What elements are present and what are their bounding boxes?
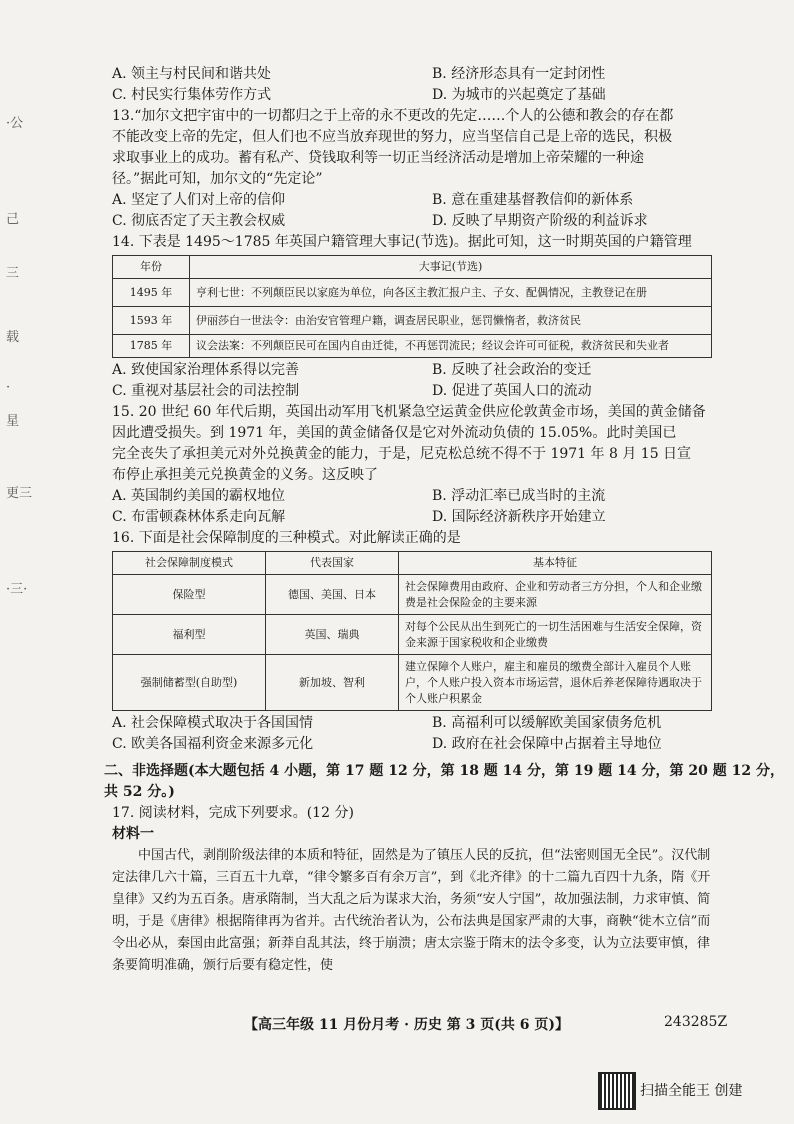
q13-line: 13.“加尔文把宇宙中的一切都归之于上帝的永不更改的先定……个人的公德和教会的存在都 xyxy=(112,108,674,124)
q14-option-d: D. 促进了英国人口的流动 xyxy=(432,383,592,399)
q17-material: 中国古代，剥削阶级法律的本质和特征，固然是为了镇压人民的反抗，但“法密则国无全民”。汉代制定法律几六十篇，三百五十九章，“律令繁多百有余万言”，到《北齐律》的十二篇九百四十九条，隋《开皇律》又约为五百条。唐承隋制，当大乱之后为谋求大治，务须“安人宁国”，故加强法制，力求审慎、简明，于是《唐律》根据隋律再为省并。古代统治者认为，公布法典是国家严肃的大事，商鞅“徙木立信”而令出必从，秦国由此富强；新莽自乱其法，终于崩溃；唐太宗鉴于隋末的法令多变，认为立法要审慎，律条要简明准确，颁行后要有稳定性，使 xyxy=(112,848,711,973)
q14-year: 1785 年 xyxy=(113,335,190,358)
q17-material-title: 材料一 xyxy=(112,826,154,842)
q14-options xyxy=(112,360,712,402)
q16-options xyxy=(112,713,712,755)
q13-option-b: B. 意在重建基督教信仰的新体系 xyxy=(432,192,634,208)
q15-line: 15. 20 世纪 60 年代后期，英国出动军用飞机紧急空运黄金供应伦敦黄金市场，美国的黄金储备 xyxy=(112,404,706,420)
q14-year: 1593 年 xyxy=(113,307,190,335)
margin-mark: 载 xyxy=(6,330,20,345)
q16-mode: 保险型 xyxy=(113,575,266,615)
q12-option-c: C. 村民实行集体劳作方式 xyxy=(112,87,272,103)
q14-event: 伊丽莎白一世法令：由治安官管理户籍，调查居民职业，惩罚懒惰者，救济贫民 xyxy=(190,307,712,335)
q15-option-b: B. 浮动汇率已成当时的主流 xyxy=(432,488,606,504)
q13-option-d: D. 反映了早期资产阶级的利益诉求 xyxy=(432,213,648,229)
q14-option-c: C. 重视对基层社会的司法控制 xyxy=(112,383,300,399)
scanner-watermark: 扫描全能王 创建 xyxy=(640,1083,743,1099)
q13-options xyxy=(112,190,712,232)
margin-mark: ·三· xyxy=(6,582,28,597)
q15-line: 完全丧失了承担美元对外兑换黄金的能力，于是，尼克松总统不得不于 1971 年 8 月 15 日宣 xyxy=(112,446,692,462)
q12-options xyxy=(112,64,712,106)
q14-stem: 14. 下表是 1495～1785 年英国户籍管理大事记(节选)。据此可知，这一时期英国的户籍管理 xyxy=(112,234,692,250)
q16-feature: 社会保障费用由政府、企业和劳动者三方分担，个人和企业缴费是社会保险金的主要来源 xyxy=(399,575,712,615)
q16-header-mode: 社会保障制度模式 xyxy=(113,552,266,575)
q15-option-d: D. 国际经济新秩序开始建立 xyxy=(432,509,606,525)
question-16 xyxy=(112,528,712,755)
question-13 xyxy=(112,106,712,232)
margin-mark: 星 xyxy=(6,414,20,429)
q15-line: 因此遭受损失。到 1971 年，美国的黄金储备仅是它对外流动负债的 15.05%。此时美国已 xyxy=(112,425,677,441)
q14-event: 亨利七世：不列颠臣民以家庭为单位，向各区主教汇报户主、子女、配偶情况，主教登记在册 xyxy=(190,279,712,307)
margin-mark: 三 xyxy=(6,266,20,281)
table-row xyxy=(113,307,712,335)
question-15 xyxy=(112,402,712,528)
table-row xyxy=(113,575,712,615)
footer-code: 243285Z xyxy=(664,1014,728,1030)
q16-feature: 建立保障个人账户，雇主和雇员的缴费全部计入雇员个人账户，个人账户投入资本市场运营，退休后养老保障待遇取决于个人账户积累金 xyxy=(399,655,712,711)
q15-line: 布停止承担美元兑换黄金的义务。这反映了 xyxy=(112,467,378,483)
q16-feature: 对每个公民从出生到死亡的一切生活困难与生活安全保障，资金来源于国家税收和企业缴费 xyxy=(399,615,712,655)
question-14 xyxy=(112,232,712,402)
q16-option-c: C. 欧美各国福利资金来源多元化 xyxy=(112,736,314,752)
q14-header-year: 年份 xyxy=(113,256,190,279)
q13-line: 求取事业上的成功。蓄有私产、贷钱取利等一切正当经济活动是增加上帝荣耀的一种途 xyxy=(112,150,644,166)
q13-line: 不能改变上帝的先定，但人们也不应当放弃现世的努力，应当坚信自己是上帝的选民，积极 xyxy=(112,129,672,145)
margin-mark: 更三 xyxy=(6,486,33,501)
q16-option-d: D. 政府在社会保障中占据着主导地位 xyxy=(432,736,662,752)
q15-options xyxy=(112,486,712,528)
margin-mark: 己 xyxy=(6,212,20,227)
q17-stem: 17. 阅读材料，完成下列要求。(12 分) xyxy=(112,805,354,821)
q14-event: 议会法案：不列颠臣民可在国内自由迁徙，不再惩罚流民；经议会许可可征税，救济贫民和失业者 xyxy=(190,335,712,358)
q16-stem: 16. 下面是社会保障制度的三种模式。对此解读正确的是 xyxy=(112,530,461,546)
q16-table xyxy=(112,551,712,711)
table-row xyxy=(113,615,712,655)
q15-option-a: A. 英国制约美国的霸权地位 xyxy=(112,488,286,504)
q14-option-b: B. 反映了社会政治的变迁 xyxy=(432,362,592,378)
table-row xyxy=(113,335,712,358)
q16-option-b: B. 高福利可以缓解欧美国家债务危机 xyxy=(432,715,662,731)
q12-option-d: D. 为城市的兴起奠定了基础 xyxy=(432,87,606,103)
margin-mark: ·公 xyxy=(6,116,24,131)
q16-countries: 英国、瑞典 xyxy=(266,615,399,655)
margin-mark: · xyxy=(6,380,11,395)
table-row xyxy=(113,279,712,307)
section-2-line: 共 52 分。) xyxy=(104,784,175,800)
q16-option-a: A. 社会保障模式取决于各国国情 xyxy=(112,715,314,731)
q16-countries: 新加坡、智利 xyxy=(266,655,399,711)
q16-header-feature: 基本特征 xyxy=(399,552,712,575)
q13-option-c: C. 彻底否定了天主教会权威 xyxy=(112,213,286,229)
q16-mode: 福利型 xyxy=(113,615,266,655)
section-2-line: 二、非选择题(本大题包括 4 小题，第 17 题 12 分，第 18 题 14 分，第 19 题 14 分，第 20 题 12 分， xyxy=(104,763,784,779)
q16-header-countries: 代表国家 xyxy=(266,552,399,575)
footer-label: 【高三年级 11 月份月考 · 历史 第 3 页(共 6 页)】 xyxy=(244,1017,569,1033)
table-row xyxy=(113,655,712,711)
q16-countries: 德国、美国、日本 xyxy=(266,575,399,615)
q15-option-c: C. 布雷顿森林体系走向瓦解 xyxy=(112,509,286,525)
q12-option-b: B. 经济形态具有一定封闭性 xyxy=(432,66,606,82)
questions-content xyxy=(104,64,784,977)
q14-option-a: A. 致使国家治理体系得以完善 xyxy=(112,362,300,378)
q14-year: 1495 年 xyxy=(113,279,190,307)
qr-code-icon xyxy=(598,1072,636,1110)
q13-option-a: A. 坚定了人们对上帝的信仰 xyxy=(112,192,286,208)
q14-header-event: 大事记(节选) xyxy=(190,256,712,279)
question-17 xyxy=(112,803,712,977)
q16-mode: 强制储蓄型(自助型) xyxy=(113,655,266,711)
q12-option-a: A. 领主与村民间和谐共处 xyxy=(112,66,272,82)
section-2-heading xyxy=(104,761,784,803)
q13-line: 径。”据此可知，加尔文的“先定论” xyxy=(112,171,323,187)
q14-table xyxy=(112,255,712,358)
